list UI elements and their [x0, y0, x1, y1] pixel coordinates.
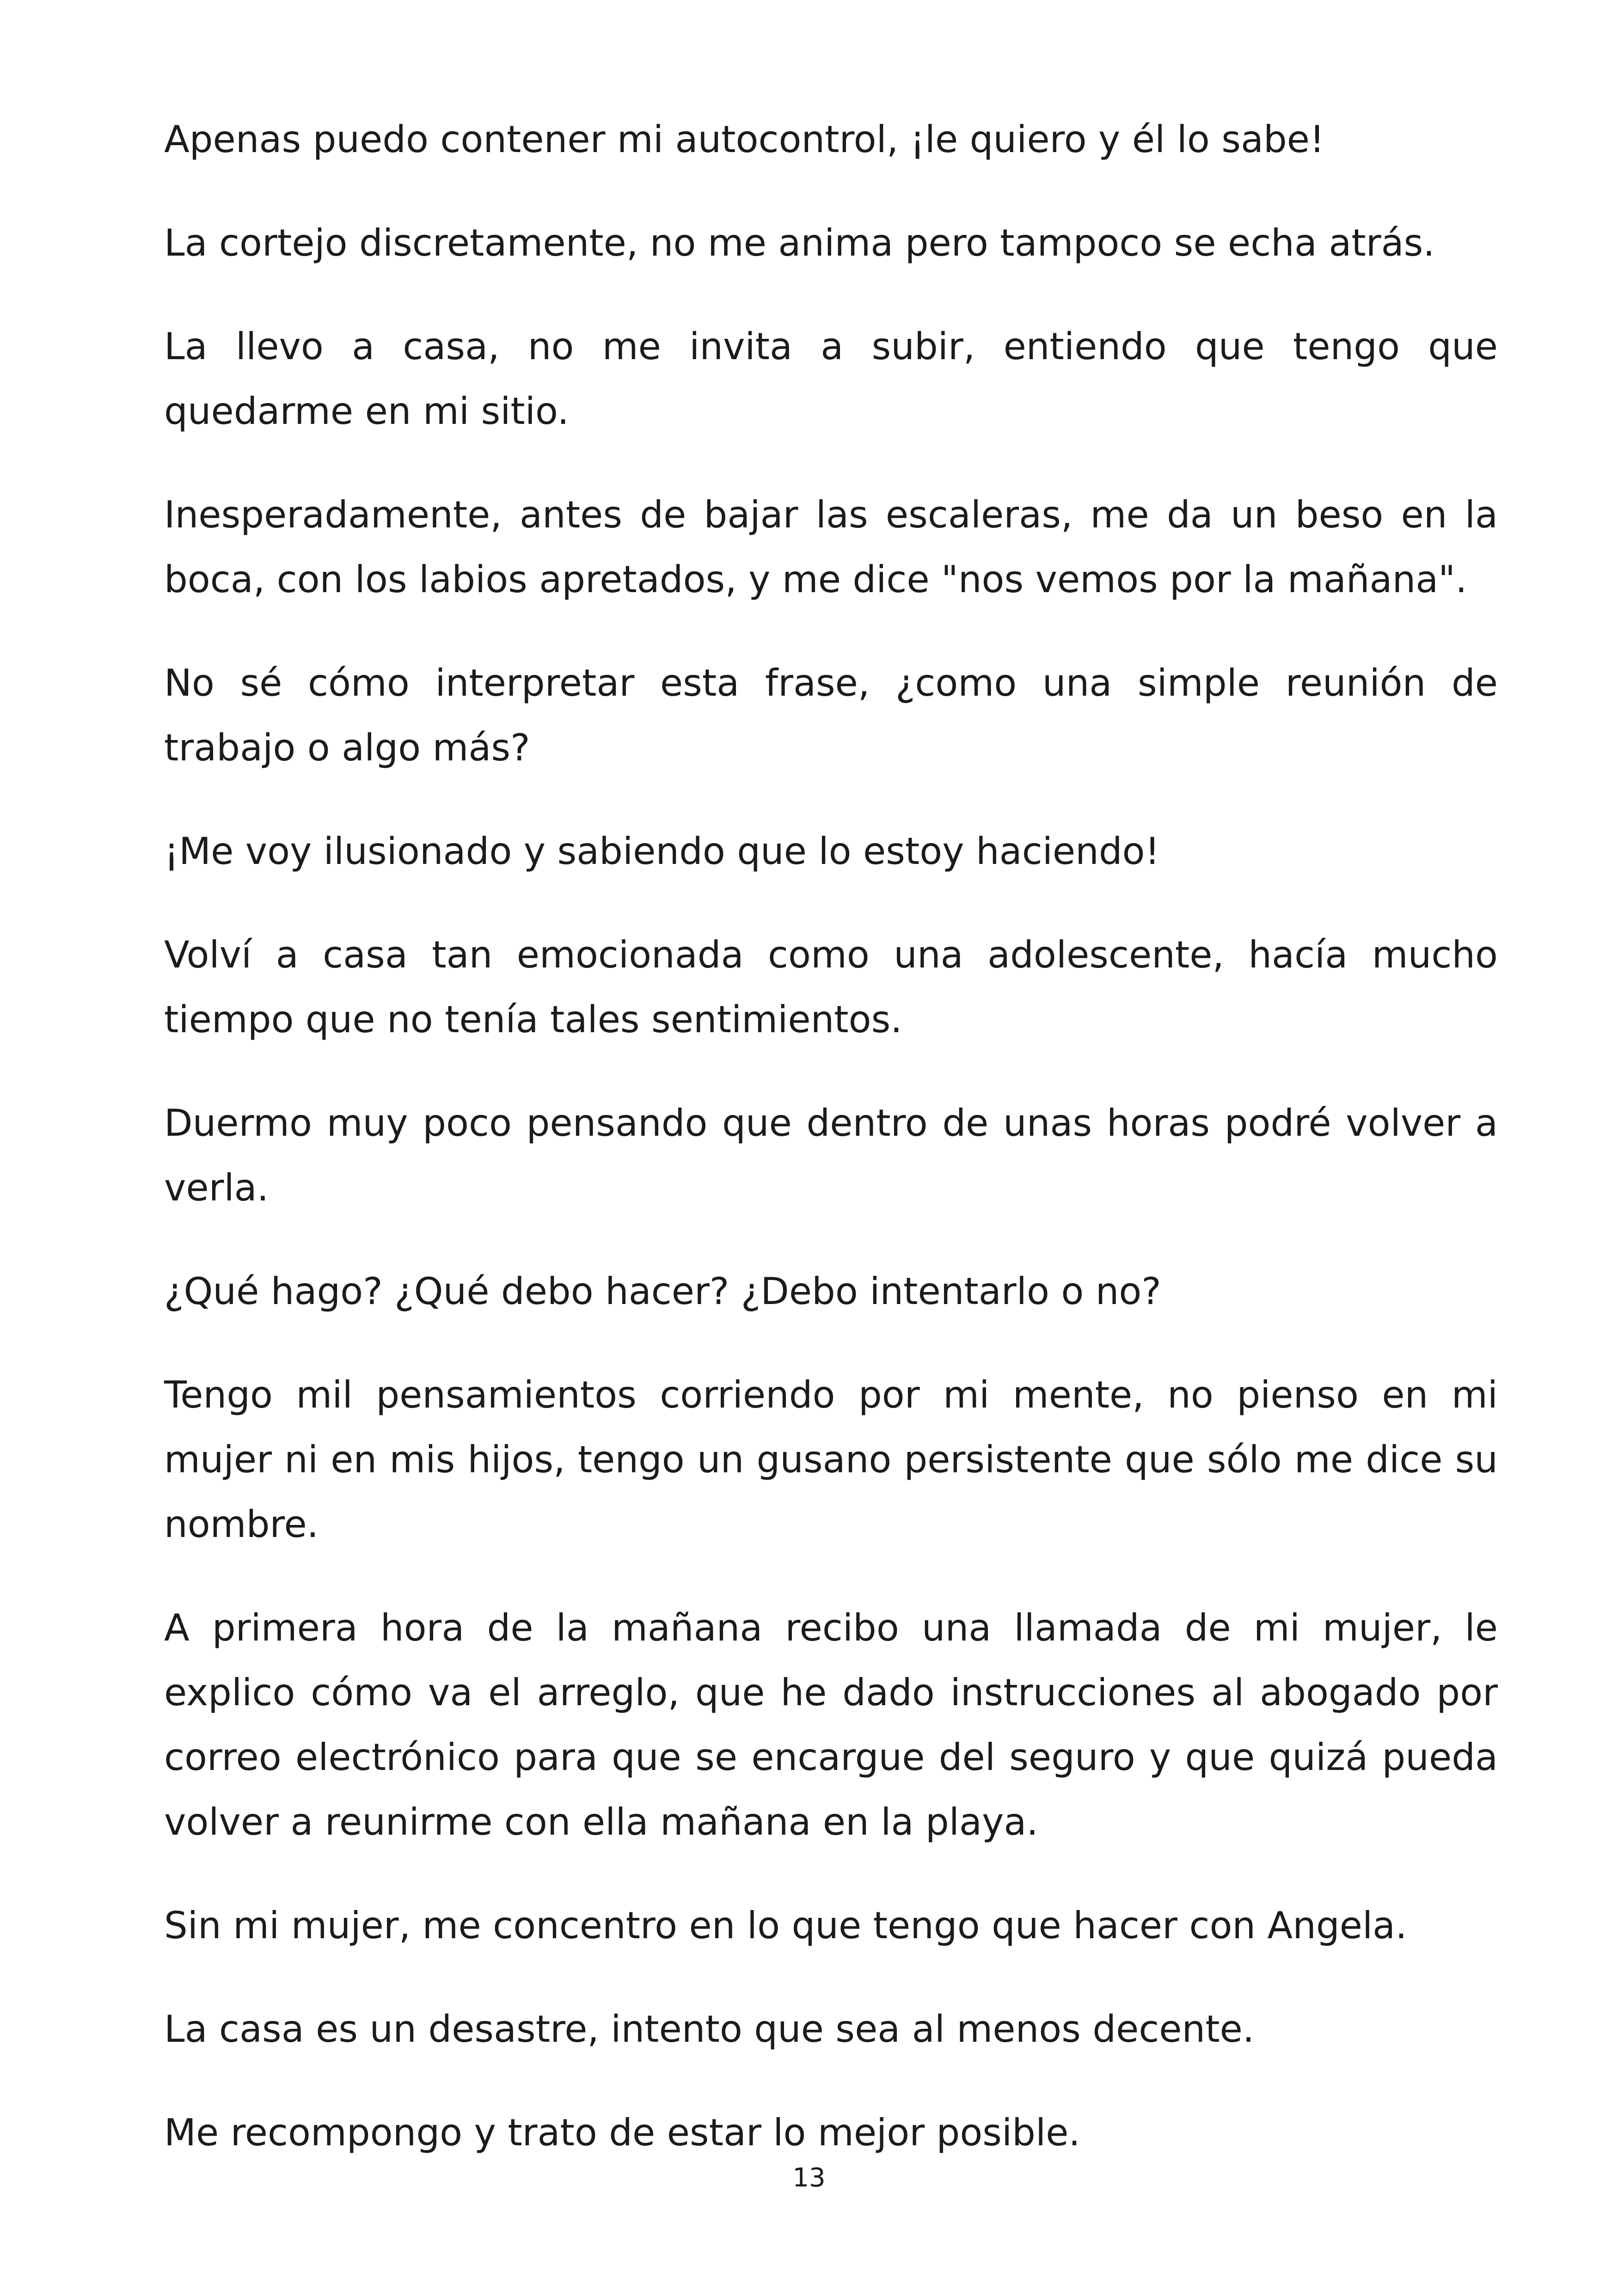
paragraph: La casa es un desastre, intento que sea al menos decente. [164, 2008, 1255, 2051]
paragraph: La cortejo discretamente, no me anima pero tampoco se echa atrás. [164, 221, 1435, 264]
paragraph: Tengo mil pensamientos corriendo por mi mente, no pienso en mi mujer ni en mis hijos, tengo un gusano persistente que sólo me dice su nombre. [164, 1373, 1498, 1546]
paragraph: Me recompongo y trato de estar lo mejor posible. [164, 2111, 1080, 2154]
page-number: 13 [792, 2163, 826, 2193]
paragraph: A primera hora de la mañana recibo una llamada de mi mujer, le explico cómo va el arreglo, que he dado instrucciones al abogado por correo electrónico para que se encargue del seguro y que quizá pueda volver a reunirme con ella mañana en la playa. [164, 1606, 1498, 1843]
paragraph: Duermo muy poco pensando que dentro de unas horas podré volver a verla. [164, 1102, 1498, 1209]
paragraph: La llevo a casa, no me invita a subir, entiendo que tengo que quedarme en mi sitio. [164, 325, 1498, 433]
paragraph: Inesperadamente, antes de bajar las escaleras, me da un beso en la boca, con los labios apretados, y me dice "nos vemos por la mañana". [164, 493, 1498, 601]
paragraph: No sé cómo interpretar esta frase, ¿como una simple reunión de trabajo o algo más? [164, 661, 1498, 769]
paragraph: Sin mi mujer, me concentro en lo que tengo que hacer con Angela. [164, 1904, 1407, 1947]
paragraph: ¡Me voy ilusionado y sabiendo que lo estoy haciendo! [164, 830, 1160, 873]
paragraph: ¿Qué hago? ¿Qué debo hacer? ¿Debo intentarlo o no? [164, 1270, 1161, 1313]
paragraph: Volví a casa tan emocionada como una adolescente, hacía mucho tiempo que no tenía tales sentimientos. [164, 933, 1498, 1041]
paragraph: Apenas puedo contener mi autocontrol, ¡le quiero y él lo sabe! [164, 118, 1325, 161]
text-body [164, 107, 1498, 2204]
